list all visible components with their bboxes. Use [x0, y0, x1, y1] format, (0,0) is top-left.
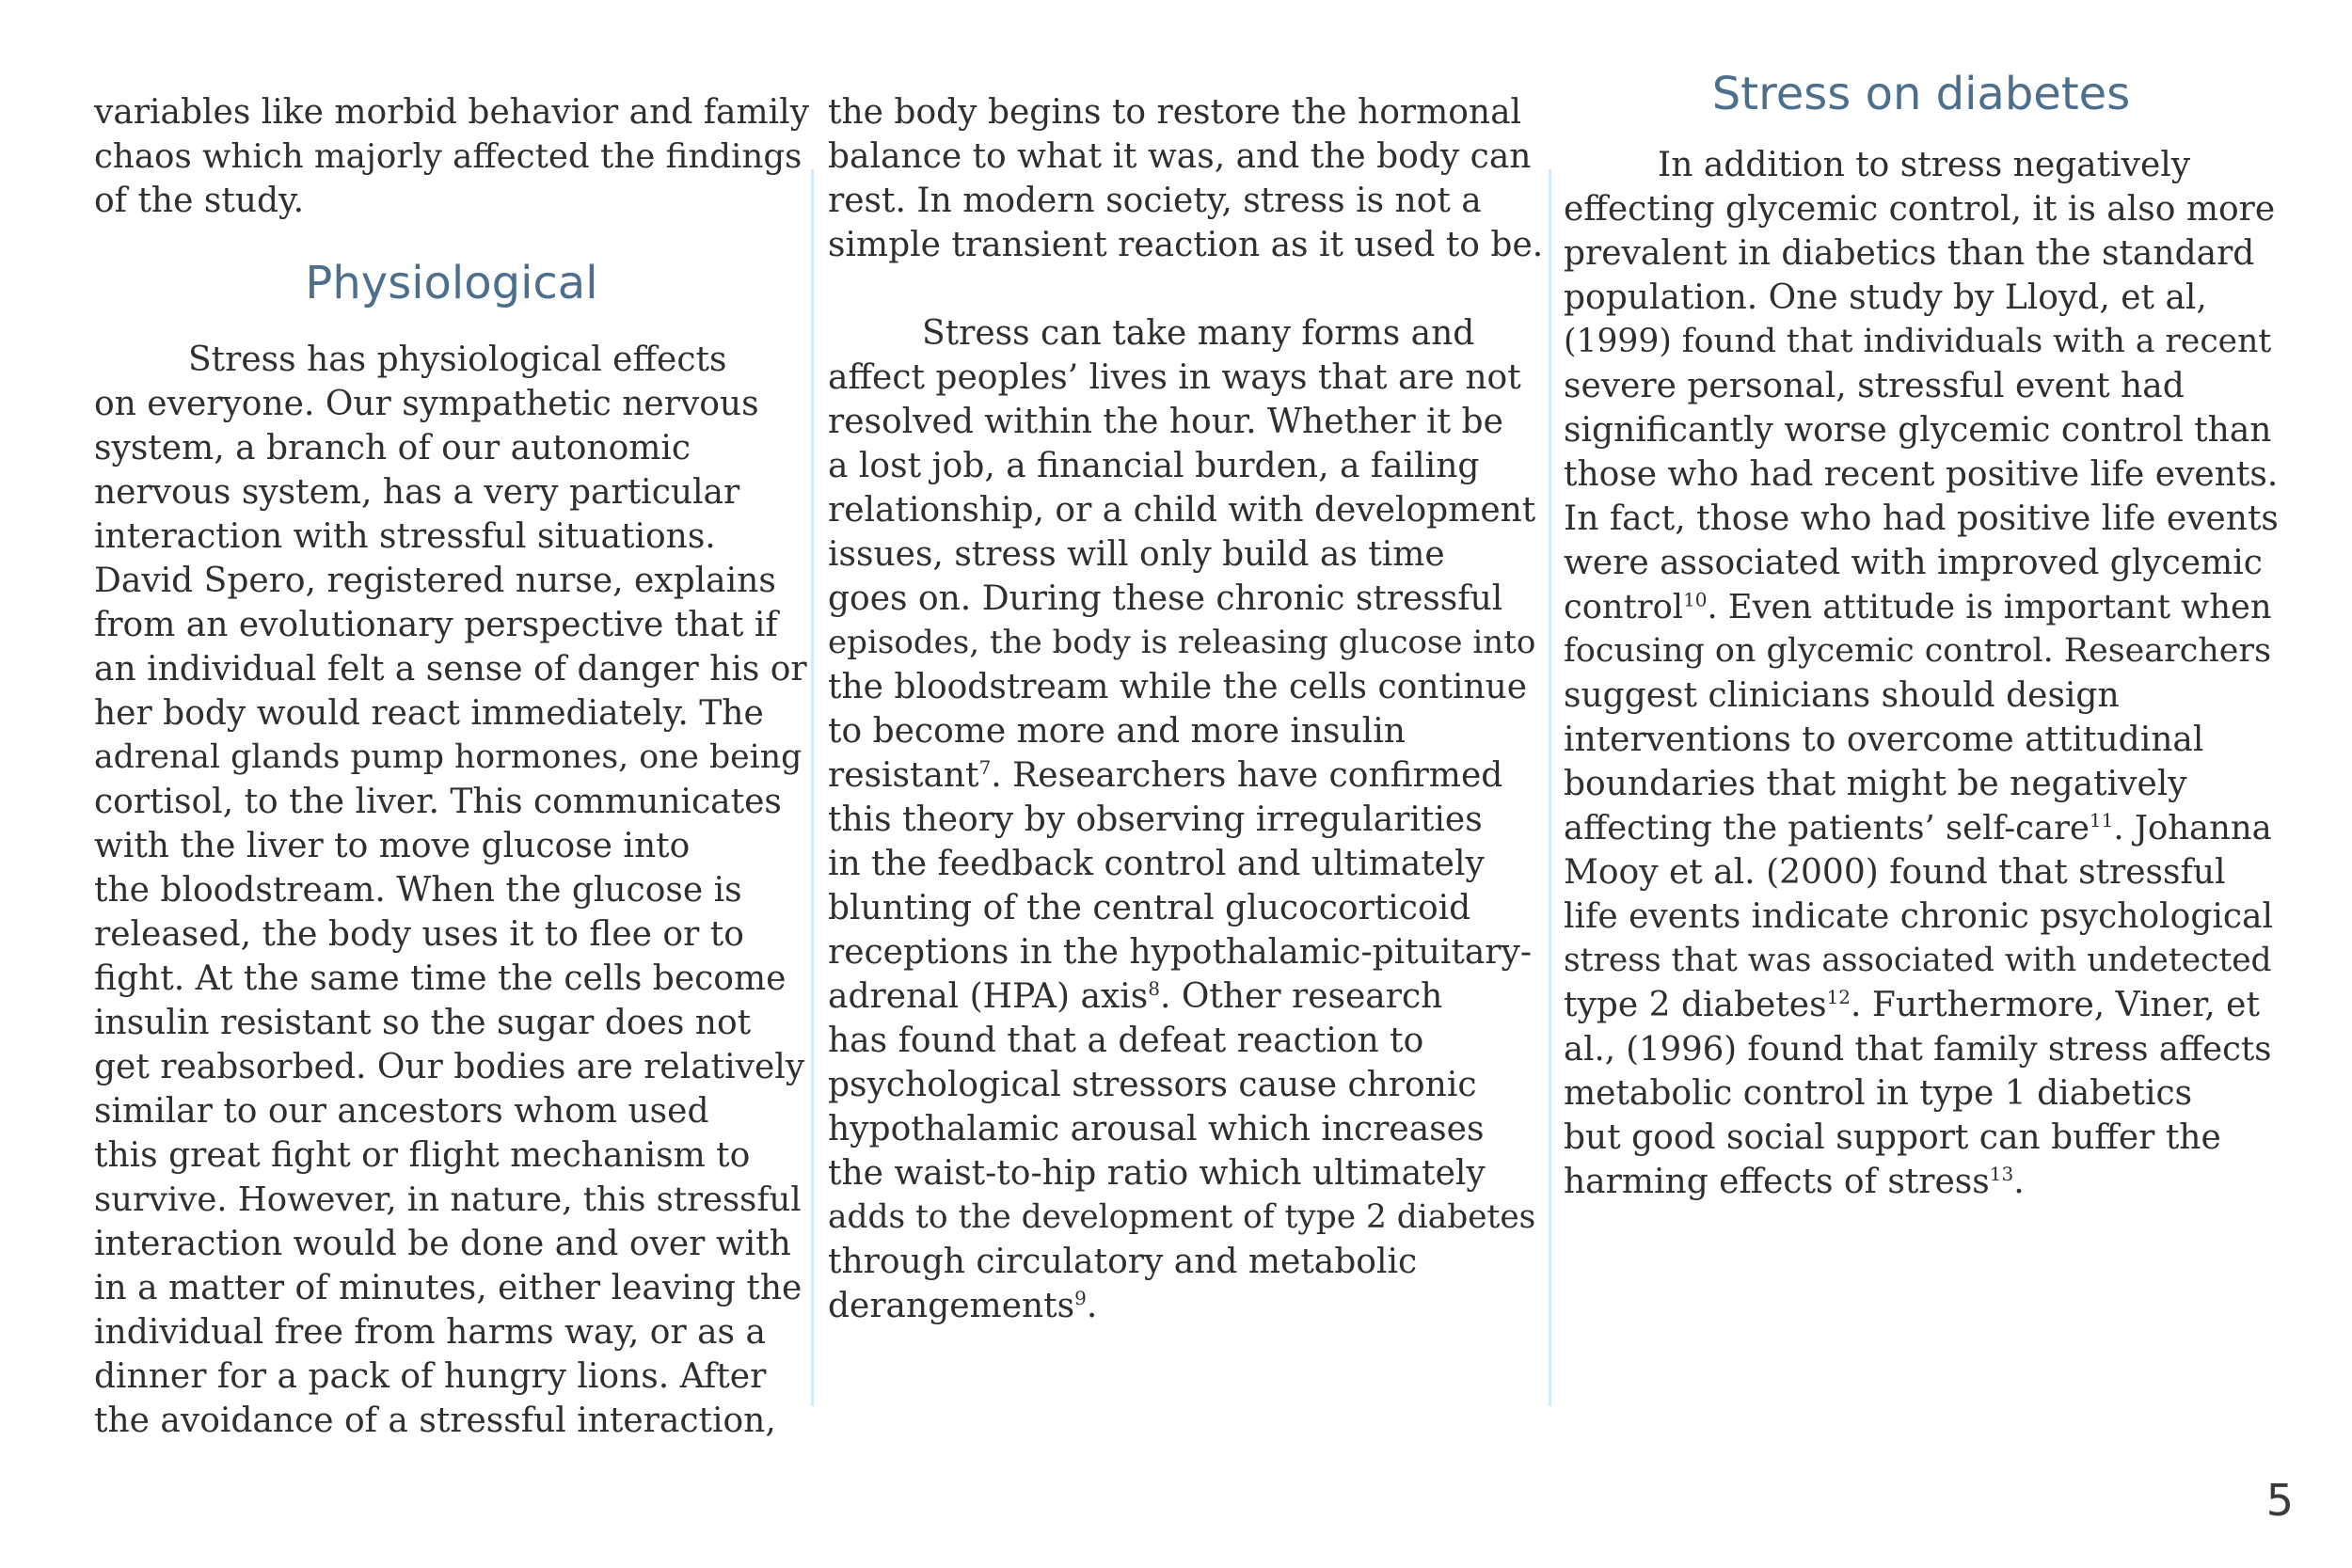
footnote-ref-8: 8: [1148, 977, 1160, 1000]
text-line: metabolic control in type 1 diabetics: [1564, 1074, 2193, 1113]
text-line: rest. In modern society, stress is not a: [828, 182, 1482, 220]
text-fragment: .: [1086, 1287, 1098, 1325]
footnote-ref-13: 13: [1989, 1163, 2014, 1185]
text-line: significantly worse glycemic control than: [1564, 411, 2272, 450]
text-line: released, the body uses it to flee or to: [94, 915, 744, 954]
text-fragment: control: [1564, 588, 1684, 626]
text-line: psychological stressors cause chronic: [828, 1066, 1477, 1104]
intro-paragraph: [94, 90, 809, 223]
text-line: blunting of the central glucocorticoid: [828, 889, 1471, 927]
text-line: [828, 974, 1543, 1019]
text-line: dinner for a pack of hungry lions. After: [94, 1357, 767, 1396]
text-fragment: . Furthermore, Viner, et: [1851, 986, 2260, 1024]
text-line: the avoidance of a stressful interaction,: [94, 1402, 776, 1440]
text-line: those who had recent positive life events.: [1564, 455, 2279, 494]
physiological-paragraph: [94, 338, 809, 1443]
text-line: cortisol, to the liver. This communicates: [94, 783, 782, 821]
text-line: affect peoples’ lives in ways that are not: [828, 358, 1521, 397]
text-line: goes on. During these chronic stressful: [828, 579, 1503, 618]
text-line: the bloodstream while the cells continue: [828, 668, 1528, 706]
text-line: survive. However, in nature, this stressful: [94, 1180, 802, 1219]
text-line: her body would react immediately. The: [94, 694, 764, 733]
text-line: interventions to overcome attitudinal: [1564, 721, 2204, 759]
text-fragment: resistant: [828, 756, 979, 795]
text-line: life events indicate chronic psychological: [1564, 897, 2274, 936]
text-line: in the feedback control and ultimately: [828, 845, 1485, 883]
text-line: Stress can take many forms and: [922, 314, 1475, 353]
text-line: stress that was associated with undetected: [1564, 942, 2272, 979]
text-line: severe personal, stressful event had: [1564, 367, 2185, 405]
text-line: similar to our ancestors whom used: [94, 1092, 709, 1131]
text-line: balance to what it was, and the body can: [828, 137, 1532, 176]
column-divider-left: [811, 169, 814, 1406]
footnote-ref-9: 9: [1074, 1287, 1087, 1309]
text-line: [828, 753, 1543, 798]
text-fragment: type 2 diabetes: [1564, 986, 1827, 1024]
text-line: boundaries that might be negatively: [1564, 765, 2187, 803]
text-line: with the liver to move glucose into: [94, 827, 691, 865]
text-line: interaction with stressful situations.: [94, 517, 716, 556]
text-line: adrenal glands pump hormones, one being: [94, 738, 803, 776]
text-fragment: . Johanna: [2113, 809, 2272, 847]
diabetes-paragraph: [1564, 143, 2279, 1204]
text-line: but good social support can buffer the: [1564, 1118, 2221, 1157]
text-line: hypothalamic arousal which increases: [828, 1110, 1485, 1148]
text-line: this theory by observing irregularities: [828, 800, 1483, 839]
text-line: the bloodstream. When the glucose is: [94, 871, 742, 910]
text-line: a lost job, a financial burden, a failing: [828, 447, 1480, 485]
text-line: nervous system, has a very particular: [94, 473, 740, 512]
text-line: through circulatory and metabolic: [828, 1243, 1418, 1281]
footnote-ref-7: 7: [978, 756, 992, 779]
text-line: to become more and more insulin: [828, 712, 1406, 751]
continuation-paragraph: [828, 90, 1543, 267]
text-line: chaos which majorly affected the findings: [94, 137, 803, 176]
text-line: suggest clinicians should design: [1564, 676, 2120, 715]
column-left: [94, 90, 809, 1443]
text-fragment: .: [2013, 1163, 2025, 1201]
text-line: insulin resistant so the sugar does not: [94, 1004, 752, 1042]
paragraph-gap: [828, 267, 1543, 311]
chronic-stress-paragraph: [828, 311, 1543, 1328]
text-line: this great fight or flight mechanism to: [94, 1136, 751, 1175]
text-line: adds to the development of type 2 diabetes: [828, 1198, 1536, 1236]
text-line: (1999) found that individuals with a recent: [1564, 323, 2272, 360]
footnote-ref-12: 12: [1826, 986, 1851, 1008]
text-line: [1564, 1160, 2279, 1204]
text-fragment: . Even attitude is important when: [1707, 588, 2272, 626]
text-line: variables like morbid behavior and family: [94, 93, 810, 132]
text-fragment: affecting the patients’ self-care: [1564, 809, 2090, 847]
text-line: an individual felt a sense of danger his or: [94, 650, 807, 689]
text-fragment: . Researchers have confirmed: [991, 756, 1503, 795]
text-line: the waist-to-hip ratio which ultimately: [828, 1154, 1486, 1193]
text-line: were associated with improved glycemic: [1564, 544, 2263, 582]
text-line: interaction would be done and over with: [94, 1225, 791, 1263]
text-line: the body begins to restore the hormonal: [828, 93, 1522, 132]
text-line: [1564, 983, 2279, 1027]
text-line: on everyone. Our sympathetic nervous: [94, 385, 759, 423]
text-line: [1564, 806, 2279, 850]
text-line: from an evolutionary perspective that if: [94, 606, 778, 644]
text-line: population. One study by Lloyd, et al,: [1564, 278, 2207, 317]
text-fragment: harming effects of stress: [1564, 1163, 1990, 1201]
page-number: 5: [2265, 1475, 2294, 1526]
text-fragment: derangements: [828, 1287, 1075, 1325]
text-line: get reabsorbed. Our bodies are relatively: [94, 1048, 805, 1086]
text-line: issues, stress will only build as time: [828, 535, 1445, 574]
footnote-ref-11: 11: [2089, 809, 2114, 832]
text-line: In fact, those who had positive life events: [1564, 499, 2279, 538]
text-line: In addition to stress negatively: [1658, 146, 2191, 184]
footnote-ref-10: 10: [1683, 588, 1708, 611]
text-line: David Spero, registered nurse, explains: [94, 562, 776, 600]
text-line: episodes, the body is releasing glucose into: [828, 624, 1536, 661]
text-line: Mooy et al. (2000) found that stressful: [1564, 853, 2226, 892]
column-middle: [828, 90, 1543, 1328]
text-line: of the study.: [94, 182, 305, 220]
text-fragment: . Other research: [1159, 977, 1443, 1016]
text-line: effecting glycemic control, it is also more: [1564, 190, 2276, 229]
text-line: has found that a defeat reaction to: [828, 1022, 1424, 1060]
text-line: al., (1996) found that family stress affects: [1564, 1030, 2272, 1069]
text-line: in a matter of minutes, either leaving the: [94, 1269, 803, 1307]
text-fragment: adrenal (HPA) axis: [828, 977, 1149, 1016]
heading-physiological: Physiological: [305, 257, 598, 309]
text-line: individual free from harms way, or as a: [94, 1313, 766, 1352]
text-line: [1564, 585, 2279, 629]
text-line: prevalent in diabetics than the standard: [1564, 234, 2255, 273]
column-right: [1564, 68, 2279, 1204]
text-line: fight. At the same time the cells become: [94, 959, 787, 998]
text-line: [828, 1284, 1543, 1328]
text-line: simple transient reaction as it used to be.: [828, 226, 1544, 264]
text-line: resolved within the hour. Whether it be: [828, 403, 1503, 441]
text-line: focusing on glycemic control. Researchers: [1564, 632, 2271, 670]
text-line: relationship, or a child with development: [828, 491, 1536, 530]
column-divider-right: [1549, 169, 1551, 1406]
text-line: system, a branch of our autonomic: [94, 429, 691, 467]
text-line: receptions in the hypothalamic-pituitary-: [828, 933, 1533, 972]
heading-stress-on-diabetes: Stress on diabetes: [1711, 68, 2131, 120]
text-line: Stress has physiological effects: [188, 341, 727, 379]
